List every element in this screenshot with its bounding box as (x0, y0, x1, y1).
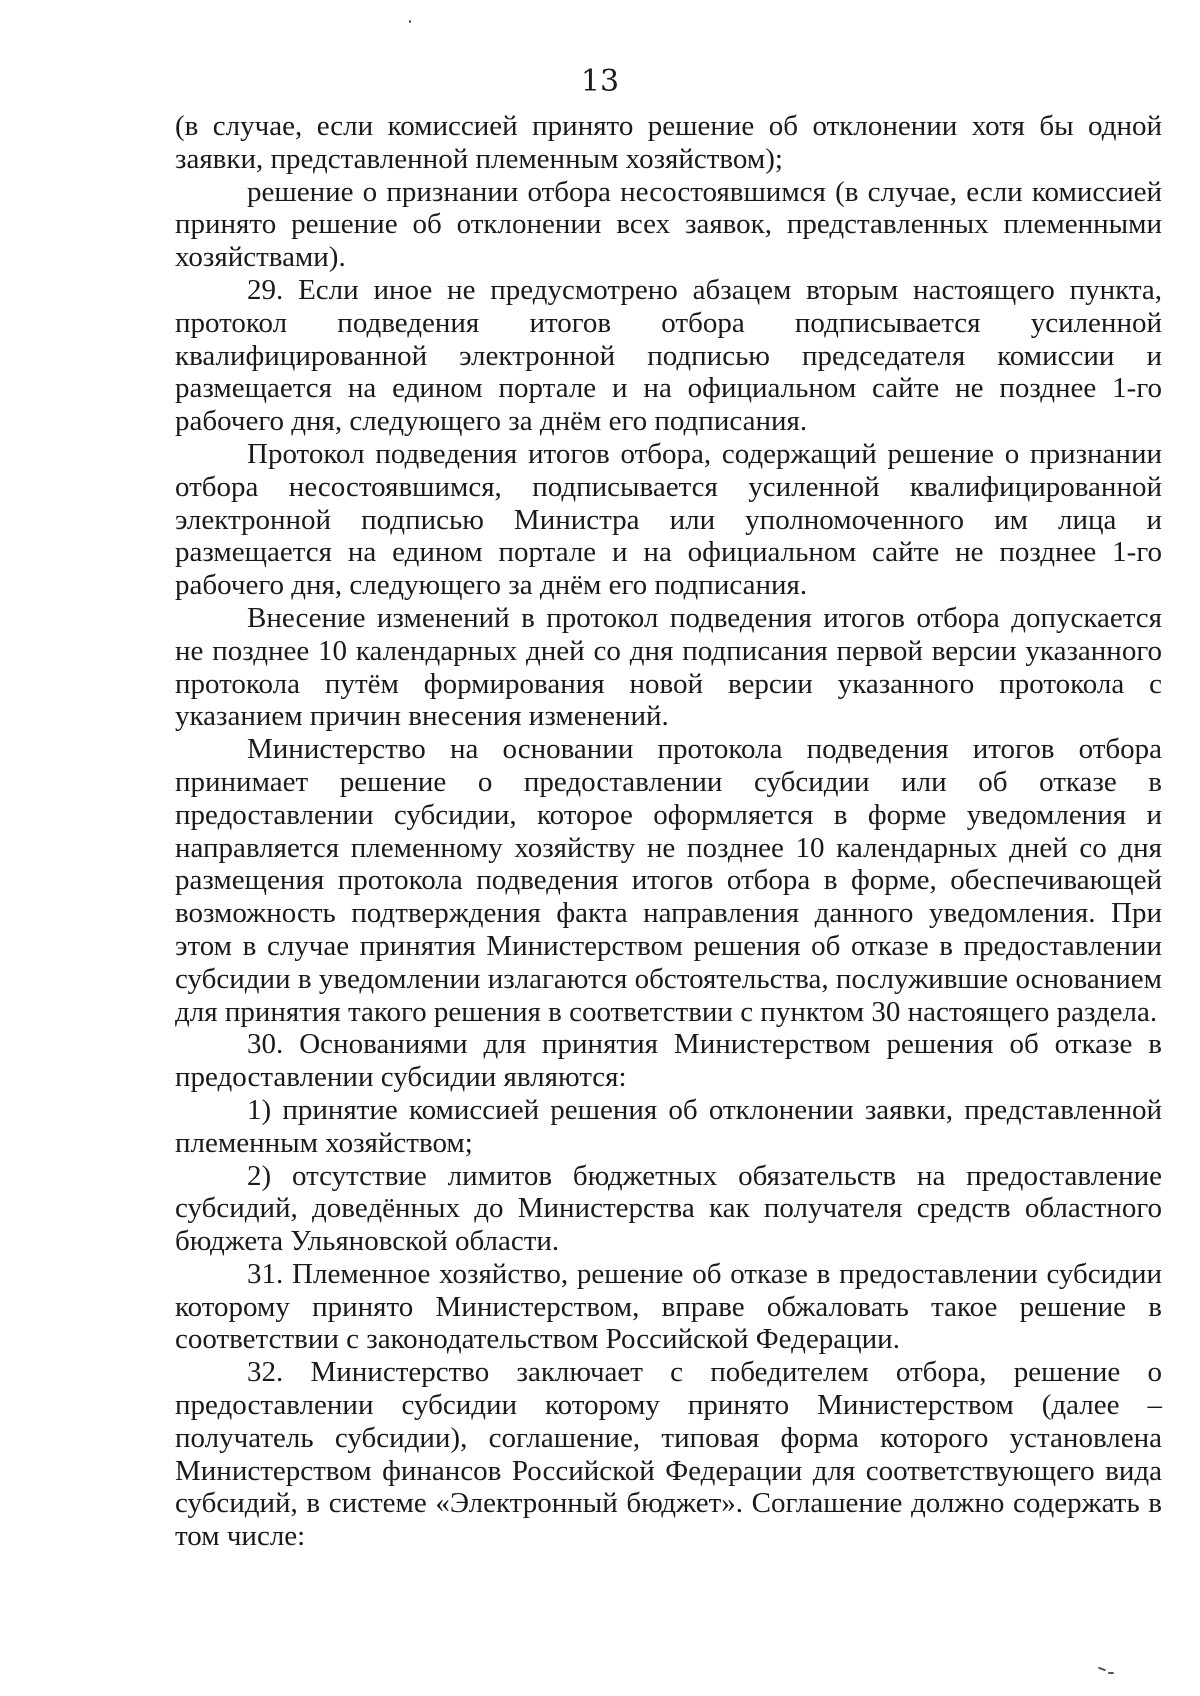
paragraph-7: 30. Основаниями для принятия Министерством решения об отказе в предоставлении субсидии являются: (175, 1028, 1162, 1094)
paragraph-5: Внесение изменений в протокол подведения итогов отбора допускается не позднее 10 календарных дней со дня подписания первой версии указанного протокола путём формирования новой версии указанного протокола с указанием причин внесения изменений. (175, 601, 1162, 733)
paragraph-10: 31. Племенное хозяйство, решение об отказе в предоставлении субсидии которому принято Министерством, вправе обжаловать такое решение в соответствии с законодательством Российской Федерации. (175, 1257, 1162, 1356)
paragraph-8: 1) принятие комиссией решения об отклонении заявки, представленной племенным хозяйством; (175, 1093, 1162, 1159)
paragraph-2: решение о признании отбора несостоявшимся (в случае, если комиссией принято решение об отклонении всех заявок, представленных племенными хозяйствами). (175, 175, 1162, 274)
paragraph-6: Министерство на основании протокола подведения итогов отбора принимает решение о предоставлении субсидии или об отказе в предоставлении субсидии, которое оформляется в форме уведомления и направляется племенному хозяйству не позднее 10 календарных дней со дня размещения протокола подведения итогов отбора в форме, обеспечивающей возможность подтверждения факта направления данного уведомления. При этом в случае принятия Министерством решения об отказе в предоставлении субсидии в уведомлении излагаются обстоятельства, послужившие основанием для принятия такого решения в соответствии с пунктом 30 настоящего раздела. (175, 733, 1162, 1028)
paragraph-1: (в случае, если комиссией принято решение об отклонении хотя бы одной заявки, представленной племенным хозяйством); (175, 110, 1162, 175)
scan-speck-bottom (1098, 1667, 1106, 1672)
page-number: 13 (580, 64, 620, 99)
paragraph-9: 2) отсутствие лимитов бюджетных обязательств на предоставление субсидий, доведённых до Министерства как получателя средств областного бюджета Ульяновской области. (175, 1159, 1162, 1258)
paragraph-4: Протокол подведения итогов отбора, содержащий решение о признании отбора несостоявшимся, подписывается усиленной квалифицированной электронной подписью Министра или уполномоченного им лица и размещается на едином портале и на официальном сайте не позднее 1-го рабочего дня, следующего за днём его подписания. (175, 437, 1162, 602)
paragraph-11: 32. Министерство заключает с победителем отбора, решение о предоставлении субсидии которому принято Министерством (далее – получатель субсидии), соглашение, типовая форма которого установлена Министерством финансов Российской Федерации для соответствующего вида субсидий, в системе «Электронный бюджет». Соглашение должно содержать в том числе: (175, 1356, 1162, 1553)
document-body (175, 110, 1162, 1553)
scan-speck-top (409, 20, 411, 23)
scan-speck-bottom-2 (1108, 1672, 1114, 1674)
paragraph-3: 29. Если иное не предусмотрено абзацем вторым настоящего пункта, протокол подведения итогов отбора подписывается усиленной квалифицированной электронной подписью председателя комиссии и размещается на едином портале и на официальном сайте не позднее 1-го рабочего дня, следующего за днём его подписания. (175, 273, 1162, 438)
